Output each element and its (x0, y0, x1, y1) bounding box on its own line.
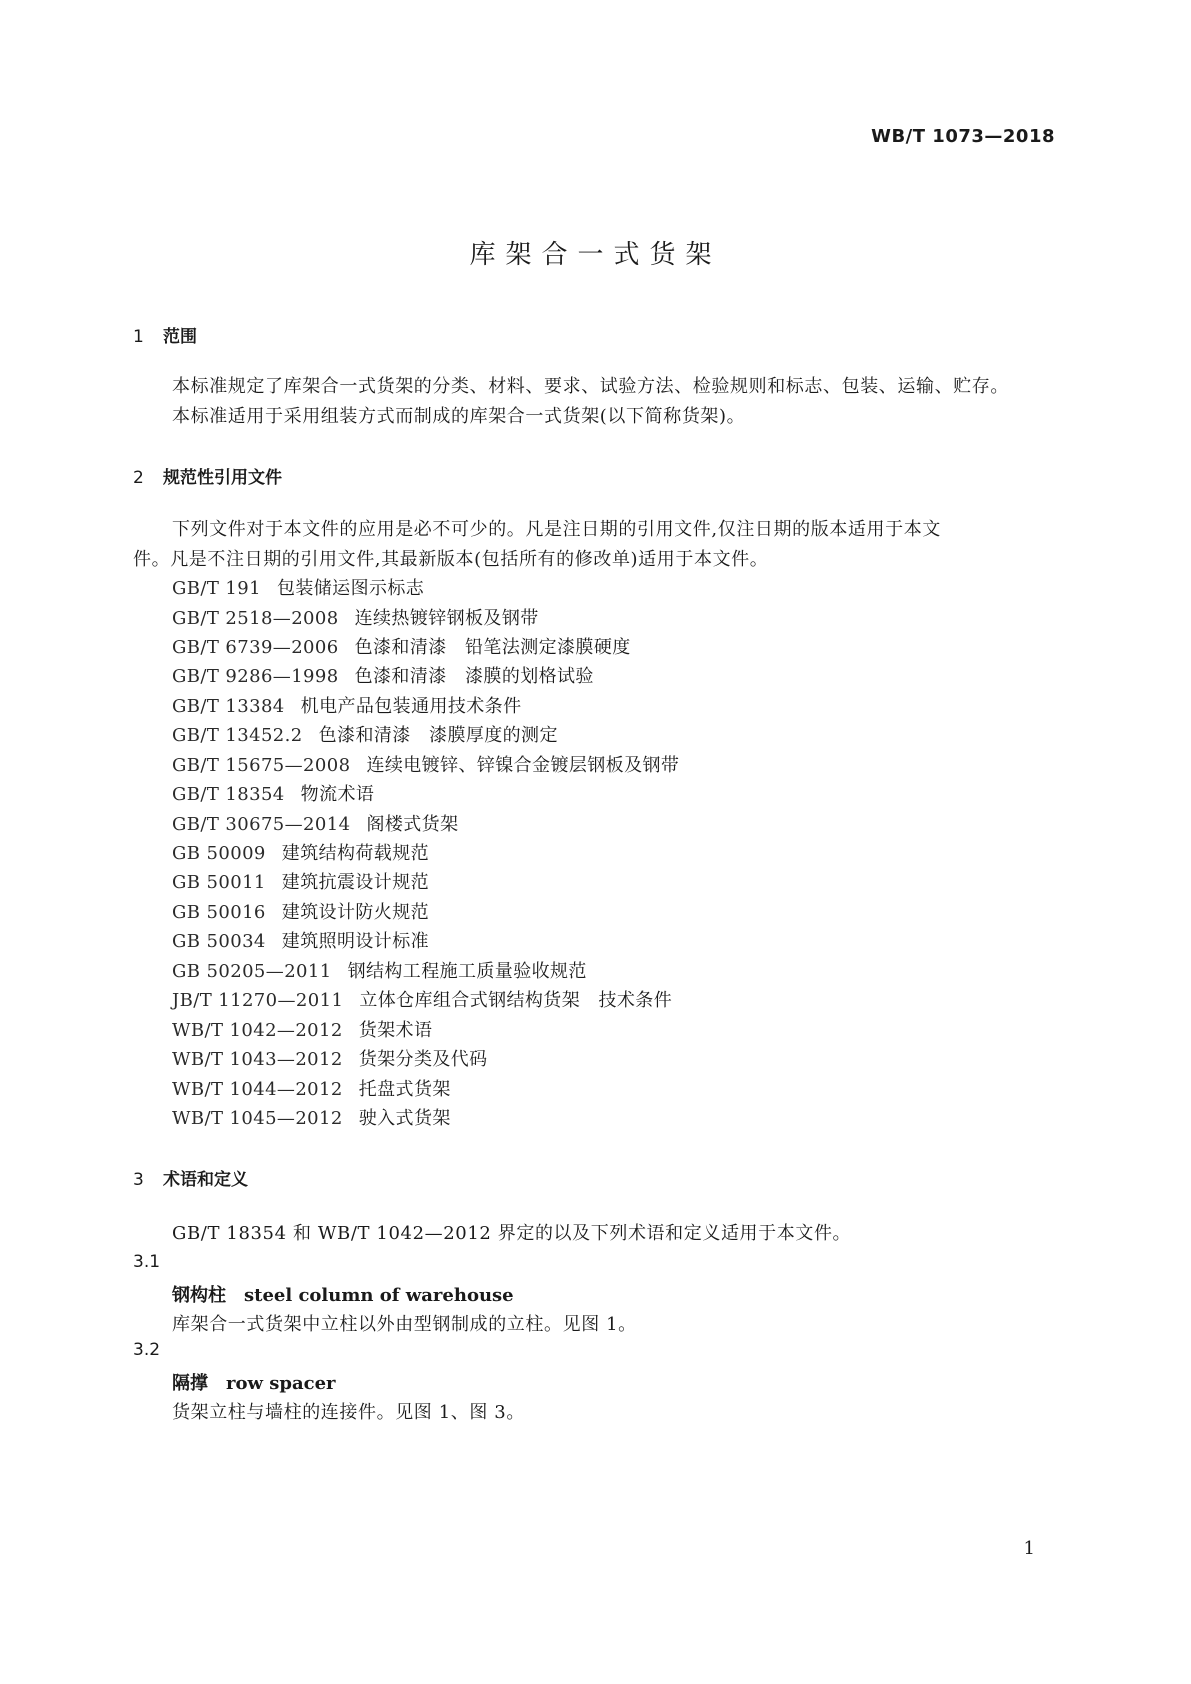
reference-title: 货架术语 (358, 1020, 433, 1041)
reference-title: 建筑设计防火规范 (281, 902, 429, 923)
reference-code: JB/T 11270—2011 (172, 990, 344, 1011)
reference-title: 连续电镀锌、锌镍合金镀层钢板及钢带 (366, 755, 680, 776)
reference-item (172, 1075, 451, 1101)
reference-title: 建筑结构荷载规范 (281, 843, 429, 864)
section-number: 3 (133, 1170, 144, 1190)
reference-code: GB 50009 (172, 843, 266, 864)
reference-item (172, 898, 429, 924)
standard-code: WB/T 1073—2018 (871, 126, 1055, 147)
reference-title: 建筑照明设计标准 (281, 931, 429, 952)
reference-code: WB/T 1044—2012 (172, 1079, 343, 1100)
reference-title: 包装储运图示标志 (276, 578, 425, 599)
reference-code: GB/T 6739—2006 (172, 637, 339, 658)
reference-title: 立体仓库组合式钢结构货架 技术条件 (359, 990, 673, 1011)
document-title: 库架合一式货架 (469, 240, 722, 270)
section-title: 术语和定义 (163, 1170, 248, 1190)
term-definition: 货架立柱与墙柱的连接件。见图 1、图 3。 (172, 1402, 525, 1423)
term-heading (172, 1369, 336, 1395)
reference-item (172, 957, 587, 983)
reference-title: 钢结构工程施工质量验收规范 (347, 961, 587, 982)
reference-title: 建筑抗震设计规范 (281, 872, 429, 893)
reference-item (172, 604, 539, 630)
references-intro: 下列文件对于本文件的应用是必不可少的。凡是注日期的引用文件,仅注日期的版本适用于本文 (172, 519, 941, 540)
section-2-heading (133, 463, 282, 488)
reference-item (172, 986, 672, 1012)
reference-title: 色漆和清漆 漆膜的划格试验 (354, 666, 594, 687)
reference-title: 色漆和清漆 铅笔法测定漆膜硬度 (354, 637, 631, 658)
reference-code: WB/T 1043—2012 (172, 1049, 343, 1070)
reference-title: 驶入式货架 (358, 1108, 451, 1129)
reference-title: 托盘式货架 (358, 1079, 451, 1100)
reference-item (172, 692, 521, 718)
reference-code: WB/T 1045—2012 (172, 1108, 343, 1129)
scope-paragraph: 本标准规定了库架合一式货架的分类、材料、要求、试验方法、检验规则和标志、包装、运输、贮存。 (172, 376, 1009, 397)
term-heading (172, 1281, 514, 1307)
reference-code: GB/T 13384 (172, 696, 285, 717)
reference-code: GB/T 30675—2014 (172, 814, 351, 835)
section-number: 1 (133, 327, 144, 347)
scope-paragraph: 本标准适用于采用组装方式而制成的库架合一式货架(以下简称货架)。 (172, 406, 746, 427)
reference-title: 连续热镀锌钢板及钢带 (354, 608, 539, 629)
reference-item (172, 810, 458, 836)
term-name-en: row spacer (226, 1373, 336, 1394)
reference-item (172, 1016, 432, 1042)
references-intro: 件。凡是不注日期的引用文件,其最新版本(包括所有的修改单)适用于本文件。 (133, 549, 769, 570)
reference-code: WB/T 1042—2012 (172, 1020, 343, 1041)
section-3-heading (133, 1165, 248, 1190)
reference-code: GB/T 9286—1998 (172, 666, 339, 687)
reference-code: GB/T 13452.2 (172, 725, 303, 746)
reference-code: GB/T 15675—2008 (172, 755, 351, 776)
reference-title: 货架分类及代码 (358, 1049, 488, 1070)
reference-code: GB/T 191 (172, 578, 261, 599)
term-definition: 库架合一式货架中立柱以外由型钢制成的立柱。见图 1。 (172, 1314, 637, 1335)
reference-title: 机电产品包装通用技术条件 (300, 696, 522, 717)
section-1-heading (133, 322, 197, 347)
term-name-cn: 钢构柱 (172, 1285, 226, 1306)
reference-title: 色漆和清漆 漆膜厚度的测定 (318, 725, 558, 746)
reference-code: GB/T 18354 (172, 784, 285, 805)
term-name-cn: 隔撑 (172, 1373, 208, 1394)
reference-code: GB 50016 (172, 902, 266, 923)
reference-item (172, 780, 374, 806)
reference-item (172, 574, 424, 600)
reference-code: GB 50205—2011 (172, 961, 332, 982)
term-number: 3.1 (133, 1252, 161, 1272)
reference-item (172, 633, 631, 659)
reference-code: GB 50011 (172, 872, 266, 893)
reference-code: GB/T 2518—2008 (172, 608, 339, 629)
term-name-en: steel column of warehouse (244, 1285, 514, 1306)
reference-item (172, 868, 429, 894)
reference-title: 物流术语 (300, 784, 375, 805)
reference-title: 阁楼式货架 (366, 814, 459, 835)
section-title: 规范性引用文件 (163, 468, 282, 488)
reference-item (172, 662, 594, 688)
reference-item (172, 1104, 451, 1130)
reference-item (172, 751, 679, 777)
terms-intro: GB/T 18354 和 WB/T 1042—2012 界定的以及下列术语和定义适用于本文件。 (172, 1223, 852, 1244)
section-number: 2 (133, 468, 144, 488)
page-number: 1 (1023, 1538, 1035, 1559)
reference-item (172, 1045, 488, 1071)
term-number: 3.2 (133, 1340, 161, 1360)
reference-item (172, 721, 558, 747)
reference-item (172, 839, 429, 865)
section-title: 范围 (163, 327, 197, 347)
reference-item (172, 927, 429, 953)
reference-code: GB 50034 (172, 931, 266, 952)
